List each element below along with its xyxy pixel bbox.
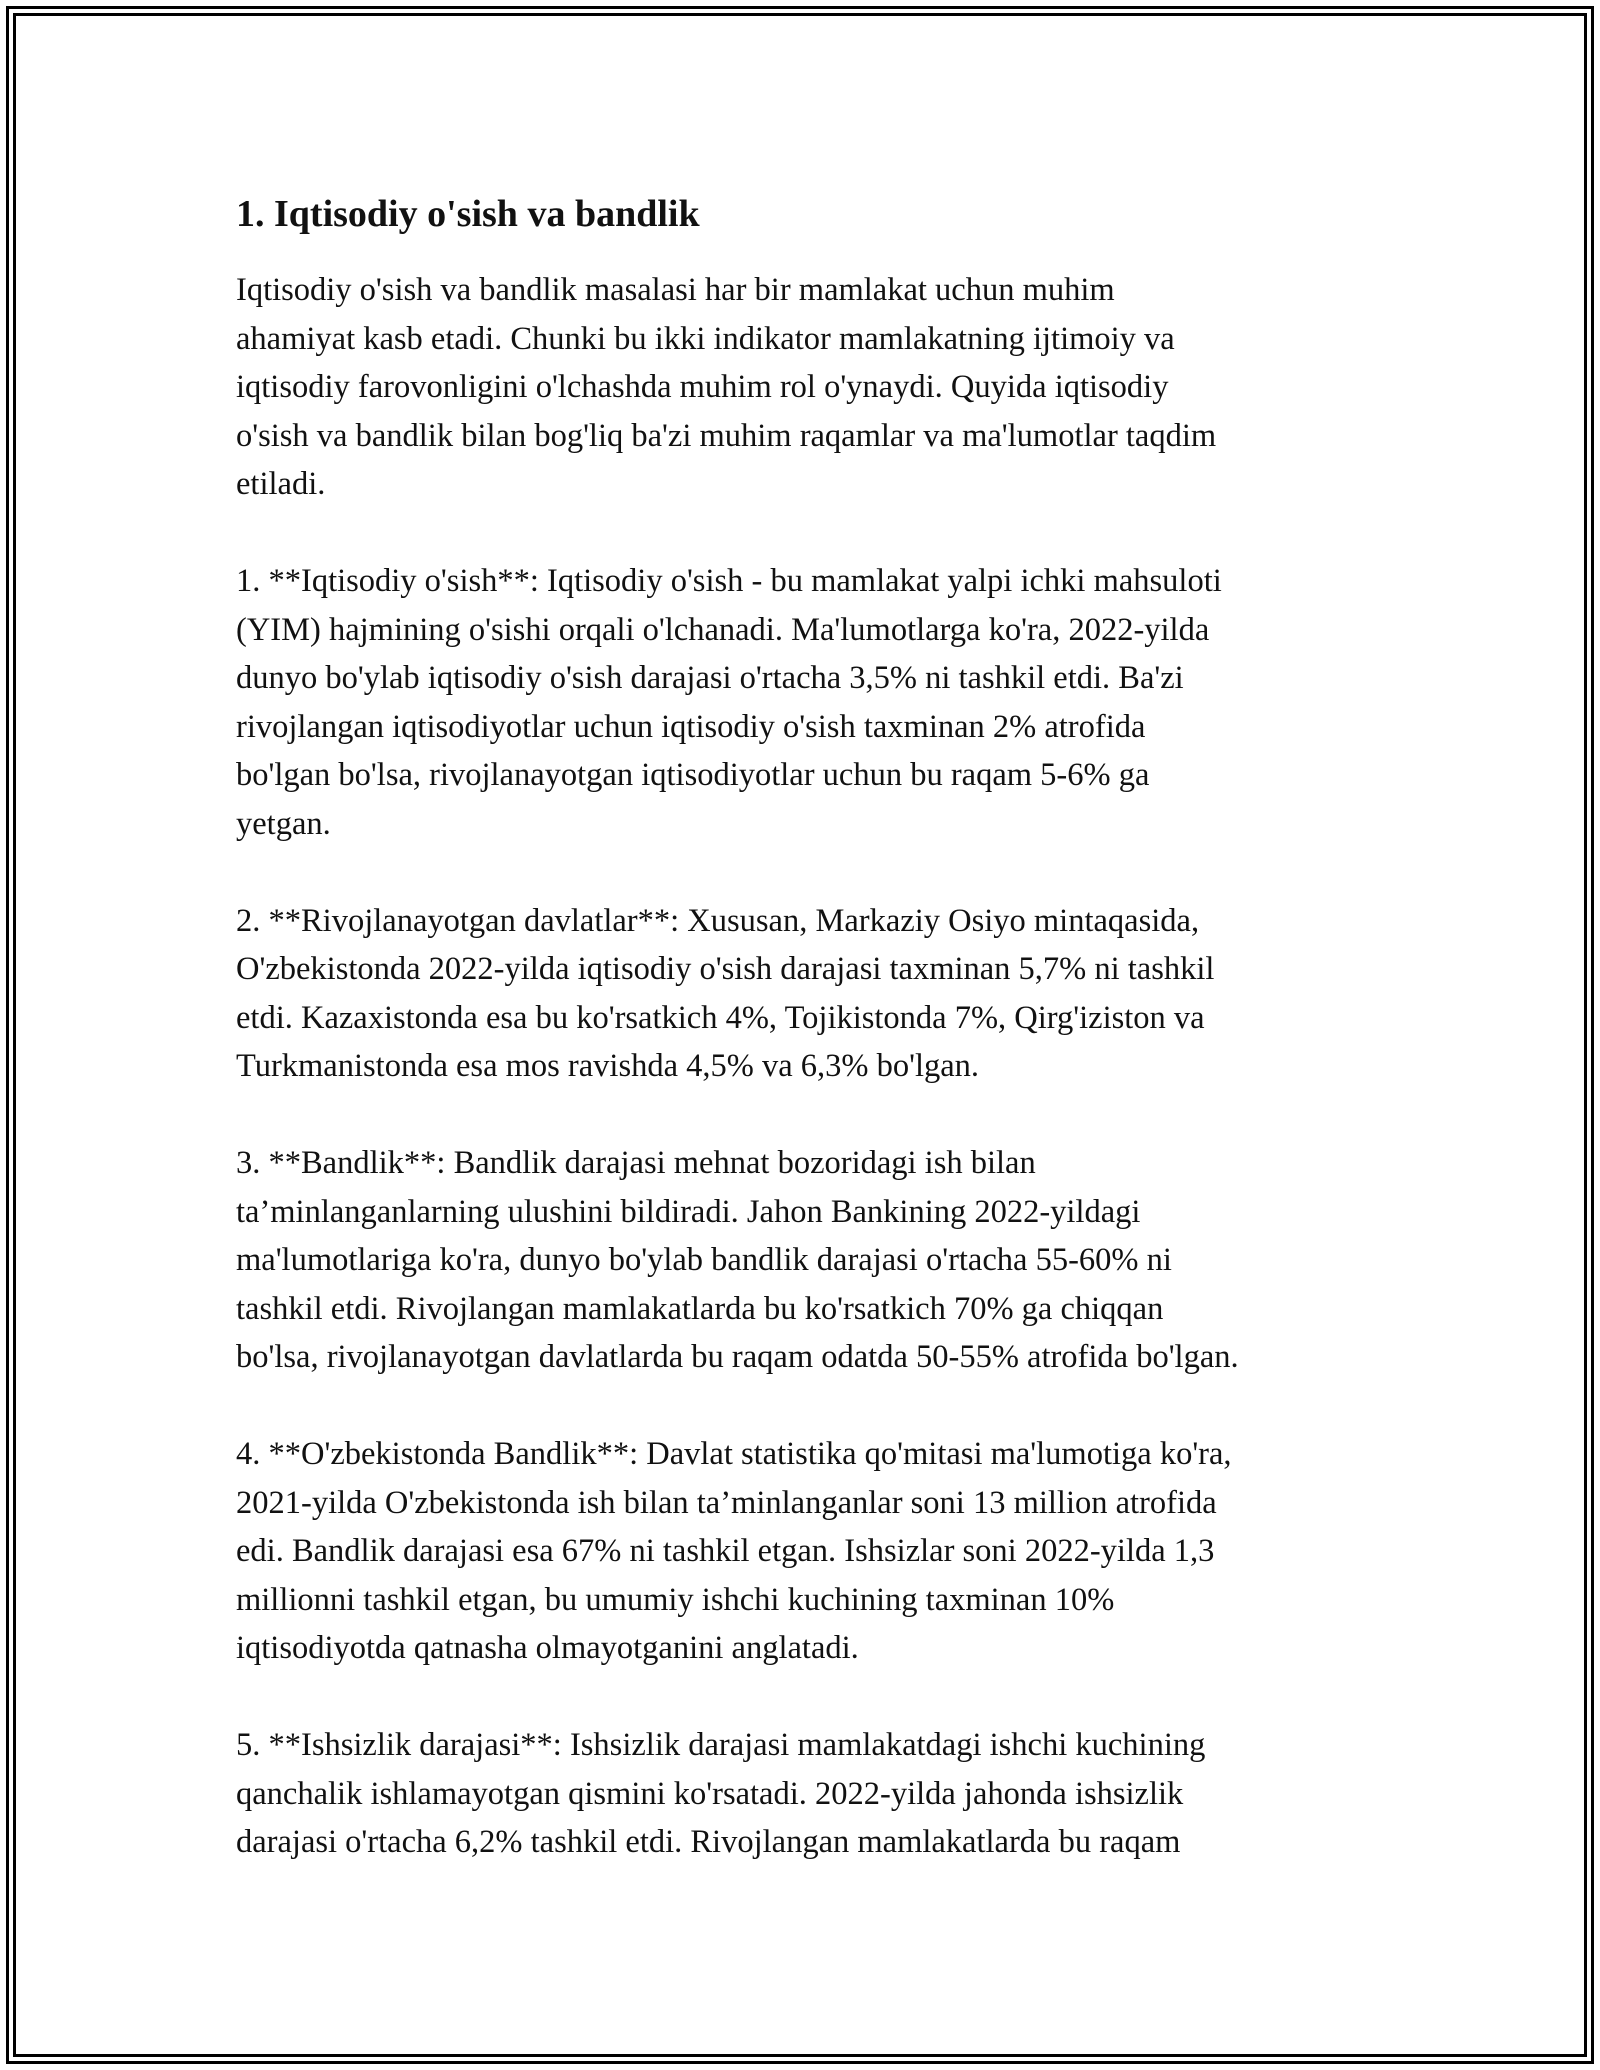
- text-line: bo'lsa, rivojlanayotgan davlatlarda bu raqam odatda 50-55% atrofida bo'lgan.: [236, 1339, 1239, 1375]
- text-line: iqtisodiy farovonligini o'lchashda muhim rol o'ynaydi. Quyida iqtisodiy: [236, 369, 1169, 405]
- text-line: ma'lumotlariga ko'ra, dunyo bo'ylab bandlik darajasi o'rtacha 55-60% ni: [236, 1242, 1172, 1278]
- text-line: bo'lgan bo'lsa, rivojlanayotgan iqtisodiyotlar uchun bu raqam 5-6% ga: [236, 757, 1150, 793]
- text-line: qanchalik ishlamayotgan qismini ko'rsatadi. 2022-yilda jahonda ishsizlik: [236, 1775, 1184, 1812]
- text-line: darajasi o'rtacha 6,2% tashkil etdi. Rivojlangan mamlakatlarda bu raqam: [236, 1824, 1181, 1860]
- text-line: rivojlangan iqtisodiyotlar uchun iqtisodiy o'sish taxminan 2% atrofida: [236, 708, 1146, 745]
- text-line: 1. **Iqtisodiy o'sish**: Iqtisodiy o'sish - bu mamlakat yalpi ichki mahsuloti: [236, 563, 1222, 599]
- text-line: (YIM) hajmining o'sishi orqali o'lchanadi. Ma'lumotlarga ko'ra, 2022-yilda: [236, 611, 1210, 648]
- text-line: 2. **Rivojlanayotgan davlatlar**: Xususan, Markaziy Osiyo mintaqasida,: [236, 902, 1200, 939]
- text-line: 3. **Bandlik**: Bandlik darajasi mehnat bozoridagi ish bilan: [236, 1145, 1036, 1181]
- text-line: ta’minlanganlarning ulushini bildiradi. Jahon Bankining 2022-yildagi: [236, 1193, 1141, 1230]
- text-line: edi. Bandlik darajasi esa 67% ni tashkil etgan. Ishsizlar soni 2022-yilda 1,3: [236, 1533, 1215, 1569]
- text-line: o'sish va bandlik bilan bog'liq ba'zi muhim raqamlar va ma'lumotlar taqdim: [236, 417, 1217, 454]
- text-line: yetgan.: [236, 805, 331, 842]
- paragraph-item-3: [236, 1139, 1386, 1382]
- text-line: ahamiyat kasb etadi. Chunki bu ikki indikator mamlakatning ijtimoiy va: [236, 320, 1175, 357]
- document-title: 1. Iqtisodiy o'sish va bandlik: [236, 193, 700, 235]
- text-line: etiladi.: [236, 466, 326, 502]
- text-line: Iqtisodiy o'sish va bandlik masalasi har bir mamlakat uchun muhim: [236, 272, 1115, 308]
- text-line: dunyo bo'ylab iqtisodiy o'sish darajasi o'rtacha 3,5% ni tashkil etdi. Ba'zi: [236, 660, 1184, 696]
- paragraph-item-5: [236, 1721, 1386, 1867]
- paragraph-item-4: [236, 1430, 1386, 1673]
- text-line: 2021-yilda O'zbekistonda ish bilan ta’minlanganlar soni 13 million atrofida: [236, 1484, 1217, 1521]
- document-body: [236, 188, 1386, 1915]
- paragraph-item-2: [236, 897, 1386, 1091]
- text-line: etdi. Kazaxistonda esa bu ko'rsatkich 4%, Tojikistonda 7%, Qirg'iziston va: [236, 999, 1205, 1036]
- text-line: 5. **Ishsizlik darajasi**: Ishsizlik darajasi mamlakatdagi ishchi kuchining: [236, 1727, 1206, 1763]
- text-line: iqtisodiyotda qatnasha olmayotganini anglatadi.: [236, 1630, 859, 1666]
- paragraph-item-1: [236, 557, 1386, 848]
- text-line: millionni tashkil etgan, bu umumiy ishchi kuchining taxminan 10%: [236, 1581, 1115, 1618]
- text-line: Turkmanistonda esa mos ravishda 4,5% va 6,3% bo'lgan.: [236, 1048, 980, 1084]
- text-line: O'zbekistonda 2022-yilda iqtisodiy o'sish darajasi taxminan 5,7% ni tashkil: [236, 951, 1215, 987]
- paragraph-intro: [236, 266, 1386, 509]
- text-line: 4. **O'zbekistonda Bandlik**: Davlat statistika qo'mitasi ma'lumotiga ko'ra,: [236, 1436, 1232, 1472]
- text-line: tashkil etdi. Rivojlangan mamlakatlarda bu ko'rsatkich 70% ga chiqqan: [236, 1290, 1164, 1327]
